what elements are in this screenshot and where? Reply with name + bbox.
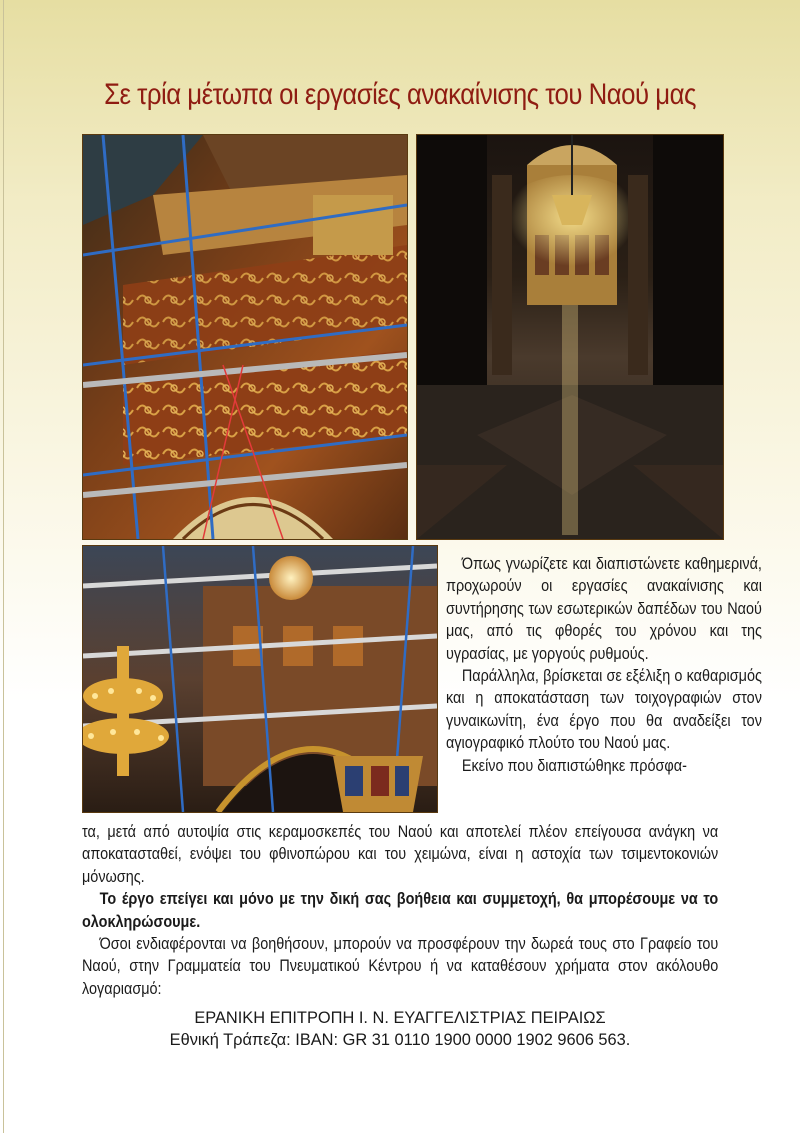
paragraph-urgent-appeal: Το έργο επείγει και μόνο με την δική σας βοήθεια και συμμετοχή, θα μπορέσουμε να το ολοκληρώσουμε. xyxy=(82,890,719,931)
account-name: ΕΡΑΝΙΚΗ ΕΠΙΤΡΟΠΗ Ι. Ν. ΕΥΑΓΓΕΛΙΣΤΡΙΑΣ ΠΕΙΡΑΙΩΣ xyxy=(194,1009,606,1027)
page-title: Σε τρία μέτωπα οι εργασίες ανακαίνισης του Ναού μας xyxy=(104,78,696,111)
page-edge-line xyxy=(3,0,4,1133)
column-text xyxy=(446,553,762,777)
photo-scaffold-chandelier xyxy=(82,545,438,813)
paragraph-floors: Όπως γνωρίζετε και διαπιστώνετε καθημερινά, προχωρούν οι εργασίες ανακαίνισης και συντήρησης των εσωτερικών δαπέδων του Ναού μας, από τις φθορές του χρόνου και της υγρασίας, με γοργούς ρυθμούς. xyxy=(446,555,762,663)
photo-scaffold-wall xyxy=(82,134,408,540)
account-iban: Εθνική Τράπεζα: IBAN: GR 31 0110 1900 0000 1902 9606 563. xyxy=(169,1031,631,1049)
paragraph-donation-info: Όσοι ενδιαφέρονται να βοηθήσουν, μπορούν να προσφέρουν την δωρεά τους στο Γραφείο του Ναού, στην Γραμματεία του Πνευματικού Κέντρου ή να καταθέσουν χρήματα στον ακόλουθο λογαριασμό: xyxy=(82,935,719,998)
paragraph-roof-start: Εκείνο που διαπιστώθηκε πρόσφα- xyxy=(461,756,687,775)
paragraph-roof-continued: τα, μετά από αυτοψία στις κεραμοσκεπές του Ναού και αποτελεί πλέον επείγουσα ανάγκη να αποκατασταθεί, ενόψει του φθινοπώρου και του χειμώνα, είναι η αστοχία των τσιμεντοκονιών μόνωσης. xyxy=(82,823,719,886)
body-text xyxy=(82,821,718,1000)
paragraph-frescoes: Παράλληλα, βρίσκεται σε εξέλιξη ο καθαρισμός και η αποκατάσταση των τοιχογραφιών στον γυναικωνίτη, ένα έργο που θα αναδείξει τον αγιογραφικό πλούτο του Ναού μας. xyxy=(446,667,762,753)
photo-nave-floor xyxy=(416,134,724,540)
